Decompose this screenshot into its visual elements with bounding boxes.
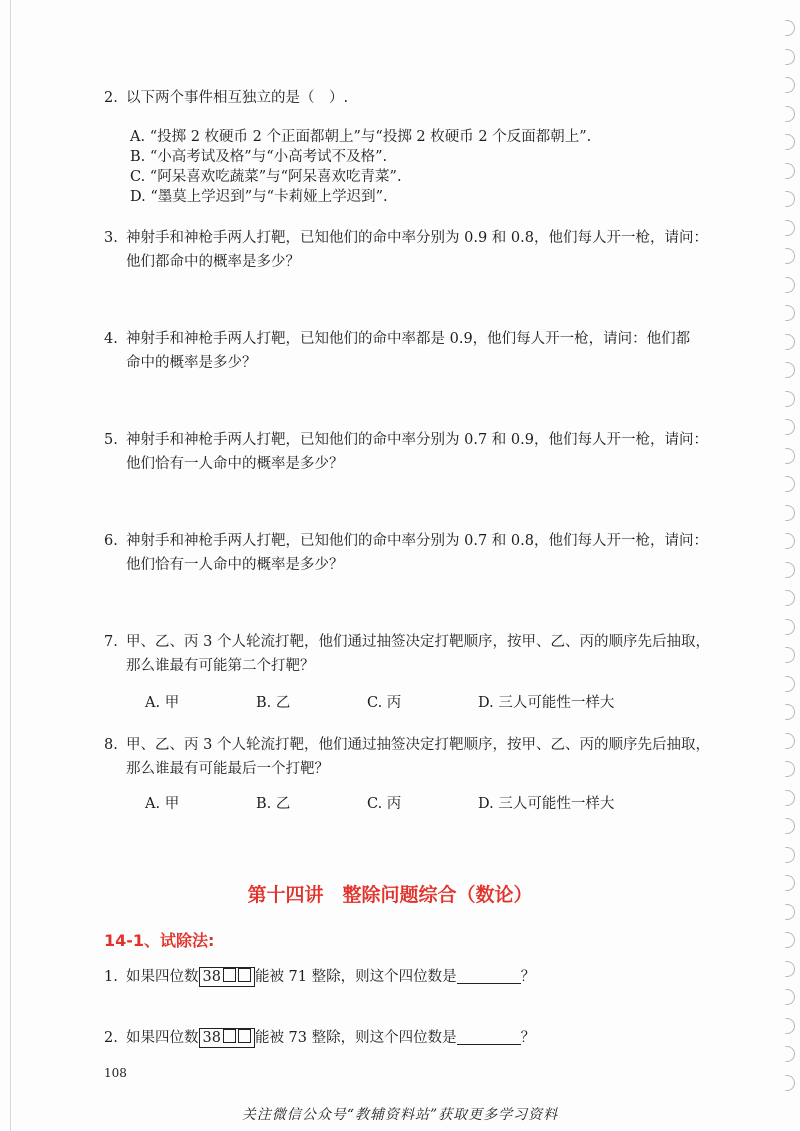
q7-option-d: D. 三人可能性一样大	[478, 695, 615, 711]
binding-ring	[785, 191, 795, 207]
binding-ring	[785, 391, 795, 407]
option-c: C. “阿呆喜欢吃蔬菜”与“阿呆喜欢吃青菜”.	[130, 169, 402, 185]
q8-option-a: A. 甲	[145, 796, 180, 812]
question-line: 那么谁最有可能最后一个打靶？	[126, 761, 329, 777]
binding-ring	[785, 818, 795, 834]
question-8	[104, 733, 724, 781]
option-d: D. “墨莫上学迟到”与“卡莉娅上学迟到”.	[130, 189, 388, 205]
blank-digit-square	[238, 968, 251, 982]
binding-ring	[785, 505, 795, 521]
question-line: 他们恰有一人命中的概率是多少？	[126, 456, 344, 472]
binding-ring	[785, 562, 795, 578]
binding-ring	[785, 647, 795, 663]
question-mark: ？	[520, 1030, 536, 1046]
division-question-2	[104, 1026, 724, 1050]
binding-ring	[785, 419, 795, 435]
binding-ring	[785, 476, 795, 492]
binding-ring	[785, 1046, 795, 1062]
question-line: 神射手和神枪手两人打靶，已知他们的命中率分别为 0.7 和 0.8，他们每人开一枪，请问：	[126, 533, 708, 549]
binding-ring	[785, 790, 795, 806]
binding-ring	[785, 248, 795, 264]
binding-ring	[785, 362, 795, 378]
answer-blank	[457, 1028, 521, 1045]
question-number: 6.	[104, 533, 118, 549]
binding-ring	[785, 847, 795, 863]
binding-ring	[785, 220, 795, 236]
question-3	[104, 226, 724, 274]
q8-option-c: C. 丙	[367, 796, 402, 812]
binding-ring	[785, 448, 795, 464]
binding-ring	[785, 533, 795, 549]
question-number: 7.	[104, 634, 118, 650]
question-line: 甲、乙、丙 3 个人轮流打靶，他们通过抽签决定打靶顺序，按甲、乙、丙的顺序先后抽取，	[126, 634, 710, 650]
four-digit-box	[199, 967, 255, 987]
question-5	[104, 428, 724, 476]
q7-option-a: A. 甲	[145, 695, 180, 711]
q7-option-b: B. 乙	[256, 695, 291, 711]
question-number: 3.	[104, 230, 118, 246]
question-text: 能被 73 整除，则这个四位数是	[254, 1030, 457, 1046]
binding-ring	[785, 590, 795, 606]
question-line: 那么谁最有可能第二个打靶？	[126, 658, 315, 674]
known-digits: 38	[202, 1030, 221, 1046]
question-text: 如果四位数	[126, 1030, 199, 1046]
known-digits: 38	[202, 969, 221, 985]
question-line: 他们恰有一人命中的概率是多少？	[126, 557, 344, 573]
binding-ring	[785, 334, 795, 350]
binding-ring	[785, 277, 795, 293]
question-6	[104, 529, 724, 577]
binding-ring	[785, 163, 795, 179]
binding-ring	[785, 932, 795, 948]
blank-digit-square	[238, 1029, 251, 1043]
question-number: 4.	[104, 331, 118, 347]
binding-ring	[785, 989, 795, 1005]
binding-ring	[785, 875, 795, 891]
question-2	[104, 86, 724, 110]
page-number: 108	[104, 1066, 127, 1080]
blank-digit-square	[223, 1029, 236, 1043]
binding-ring	[785, 134, 795, 150]
option-b: B. “小高考试及格”与“小高考试不及格”.	[130, 149, 388, 165]
binding-ring	[785, 733, 795, 749]
binding-ring	[785, 305, 795, 321]
blank-digit-square	[223, 968, 236, 982]
question-7	[104, 630, 724, 678]
question-number: 8.	[104, 737, 118, 753]
question-line: 他们都命中的概率是多少？	[126, 254, 300, 270]
question-line: 神射手和神枪手两人打靶，已知他们的命中率分别为 0.9 和 0.8，他们每人开一枪，请问：	[126, 230, 708, 246]
question-number: 2.	[104, 1030, 118, 1046]
question-stem: 以下两个事件相互独立的是（ ）.	[126, 90, 349, 106]
q8-option-d: D. 三人可能性一样大	[478, 796, 615, 812]
binding-ring	[785, 619, 795, 635]
division-question-1	[104, 965, 724, 989]
page-edge	[10, 0, 11, 1131]
binding-ring	[785, 704, 795, 720]
footer-note: 关注微信公众号“教辅资料站”获取更多学习资料	[241, 1107, 559, 1123]
section-title: 第十四讲 整除问题综合（数论）	[247, 884, 533, 906]
binding-ring	[785, 106, 795, 122]
question-number: 2.	[104, 90, 118, 106]
question-mark: ？	[520, 969, 536, 985]
question-line: 神射手和神枪手两人打靶，已知他们的命中率都是 0.9，他们每人开一枪，请问：他们都	[126, 331, 691, 347]
question-line: 命中的概率是多少？	[126, 355, 257, 371]
binding-ring	[785, 77, 795, 93]
option-a: A. “投掷 2 枚硬币 2 个正面都朝上”与“投掷 2 枚硬币 2 个反面都朝上”.	[130, 129, 592, 145]
question-4	[104, 327, 724, 375]
answer-blank	[457, 967, 521, 984]
binding-ring	[785, 676, 795, 692]
question-line: 神射手和神枪手两人打靶，已知他们的命中率分别为 0.7 和 0.9，他们每人开一枪，请问：	[126, 432, 708, 448]
spiral-binding	[782, 20, 800, 1100]
q8-option-b: B. 乙	[256, 796, 291, 812]
binding-ring	[785, 1075, 795, 1091]
binding-ring	[785, 1018, 795, 1034]
question-number: 5.	[104, 432, 118, 448]
binding-ring	[785, 49, 795, 65]
binding-ring	[785, 904, 795, 920]
question-number: 1.	[104, 969, 118, 985]
binding-ring	[785, 20, 795, 36]
binding-ring	[785, 761, 795, 777]
four-digit-box	[199, 1028, 255, 1048]
question-line: 甲、乙、丙 3 个人轮流打靶，他们通过抽签决定打靶顺序，按甲、乙、丙的顺序先后抽取，	[126, 737, 710, 753]
binding-ring	[785, 961, 795, 977]
question-text: 能被 71 整除，则这个四位数是	[254, 969, 457, 985]
question-text: 如果四位数	[126, 969, 199, 985]
q7-option-c: C. 丙	[367, 695, 402, 711]
section-subtitle: 14-1、试除法:	[104, 931, 215, 950]
